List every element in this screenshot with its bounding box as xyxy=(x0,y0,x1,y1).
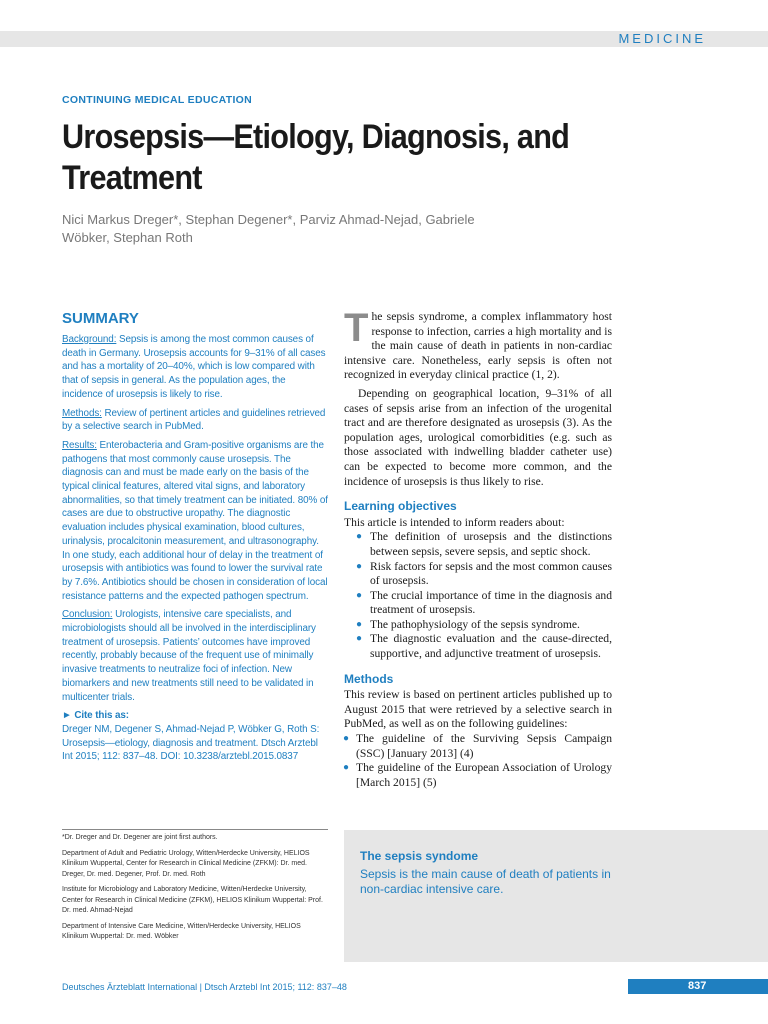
list-item: ● The crucial importance of time in the diagnosis and treatment of urosepsis. xyxy=(370,589,612,618)
footnote: Institute for Microbiology and Laboratory Medicine, Witten/Herdecke University, Center for Research in Clinical Medicine (ZFKM), HELIOS Klinikum Wuppertal: Prof. Dr. med. Ahmad-Nejad xyxy=(62,886,323,914)
objectives-intro: This article is intended to inform readers about: xyxy=(344,515,565,529)
drop-cap: T xyxy=(344,306,369,350)
summary-methods: Methods: Review of pertinent articles and guidelines retrieved by a selective search in PubMed. xyxy=(62,407,326,433)
footnotes xyxy=(62,829,328,948)
cite-heading: ► Cite this as: xyxy=(62,710,129,722)
key-message-box xyxy=(344,830,768,962)
footnote: *Dr. Dreger and Dr. Degener are joint first authors. xyxy=(62,834,218,841)
summary-results: Results: Enterobacteria and Gram-positive organisms are the pathogens that most commonly cause urosepsis. The diagnosis can and must be made early on the basis of the typical clinical features, altered vital signs, and laboratory abnormalities, so that timely treatment can be initiated. 80% of cases are due to obstructive uropathy. The diagnostic evaluation includes physical examination, blood cultures, urinalysis, procalcitonin measurement, and ultrasonography. In one study, each additional hour of delay in the treatment of urosepsis with antibiotics was found to lower the survival rate by 7.6%. Antibiotics should be chosen in consideration of local resistance patterns and the expected pathogen spectrum. xyxy=(62,439,328,602)
author-list: Nici Markus Dreger*, Stephan Degener*, Parviz Ahmad-Nejad, Gabriele Wöbker, Stephan Roth xyxy=(62,212,475,245)
footnote: Department of Intensive Care Medicine, Witten/Herdecke University, HELIOS Klinikum Wuppertal: Dr. med. Wöbker xyxy=(62,922,301,940)
list-item: ● The pathophysiology of the sepsis syndrome. xyxy=(370,618,612,633)
box-text: Sepsis is the main cause of death of patients in non-cardiac intensive care. xyxy=(360,867,611,896)
body-column xyxy=(344,306,612,790)
methods-heading: Methods xyxy=(344,671,394,686)
objectives-heading: Learning objectives xyxy=(344,499,457,514)
footnote: Department of Adult and Pediatric Urology, Witten/Herdecke University, HELIOS Klinikum Wuppertal, Center for Research in Clinical Medicine (ZFKM): Dr. med. Dreger, Dr. med. Degener, Prof. Dr. med. Roth xyxy=(62,849,310,878)
category-label: CONTINUING MEDICAL EDUCATION xyxy=(62,94,253,106)
guidelines-list xyxy=(344,732,612,790)
list-item: ● The definition of urosepsis and the distinctions between sepsis, severe sepsis, and septic shock. xyxy=(370,530,612,559)
page-number-bar xyxy=(628,979,768,994)
article-title: Urosepsis—Etiology, Diagnosis, and Treatment xyxy=(62,118,570,197)
summary-heading: SUMMARY xyxy=(62,310,139,327)
objectives-list xyxy=(344,530,612,661)
list-item: ● Risk factors for sepsis and the most common causes of urosepsis. xyxy=(370,560,612,589)
intro-paragraph: The sepsis syndrome, a complex inflammatory host response to infection, carries a high mortality and is the main cause of death in patients in non-cardiac intensive care. Nonetheless, early sepsis is often not recognized in everyday clinical practice (1, 2). xyxy=(344,306,612,382)
summary-background: Background: Sepsis is among the most common causes of death in Germany. Urosepsis accounts for 9–31% of all cases and has a mortality of 20–40%, which is low compared with that of sepsis in general. As the population ages, the incidence of urosepsis is likely to rise. xyxy=(62,334,326,400)
citation-text: Dreger NM, Degener S, Ahmad-Nejad P, Wöbker G, Roth S: Urosepsis—etiology, diagnosis and treatment. Dtsch Arztebl Int 2015; 112: 837–48. DOI: 10.3238/arztebl.2015.0837 xyxy=(62,723,320,763)
list-item: ● The guideline of the European Association of Urology [March 2015] (5) xyxy=(356,761,612,790)
box-heading: The sepsis syndome xyxy=(360,849,479,863)
journal-footer: Deutsches Ärzteblatt International | Dtsch Arztebl Int 2015; 112: 837–48 xyxy=(62,982,347,992)
summary-block xyxy=(62,333,328,764)
section-label: MEDICINE xyxy=(618,31,706,46)
body-paragraph: Depending on geographical location, 9–31% of all cases of sepsis arise from an infection of the urogenital tract and are therefore designated as urosepsis (3). As the population ages, urological comorbidities (e.g. such as those associated with indwelling bladder catheter use) can be expected to become more common, and the incidence of urosepsis is thus likely to rise. xyxy=(344,386,612,488)
page-number: 837 xyxy=(688,980,707,992)
list-item: ● The diagnostic evaluation and the cause-directed, supportive, and adjunctive treatment of urosepsis. xyxy=(370,632,612,661)
methods-paragraph: This review is based on pertinent articles published up to August 2015 that were retrieved by a selective search in PubMed, as well as on the following guidelines: xyxy=(344,688,612,731)
list-item: ● The guideline of the Surviving Sepsis Campaign (SSC) [January 2013] (4) xyxy=(356,732,612,761)
summary-conclusion: Conclusion: Urologists, intensive care specialists, and microbiologists should all be involved in the interdisciplinary treatment of urosepsis. Patients’ outcomes have improved recently, probably because of the frequent use of minimally invasive treatments to neutralize foci of infection. New biomarkers and new treatments still need to be validated in multicenter trials. xyxy=(62,609,316,703)
